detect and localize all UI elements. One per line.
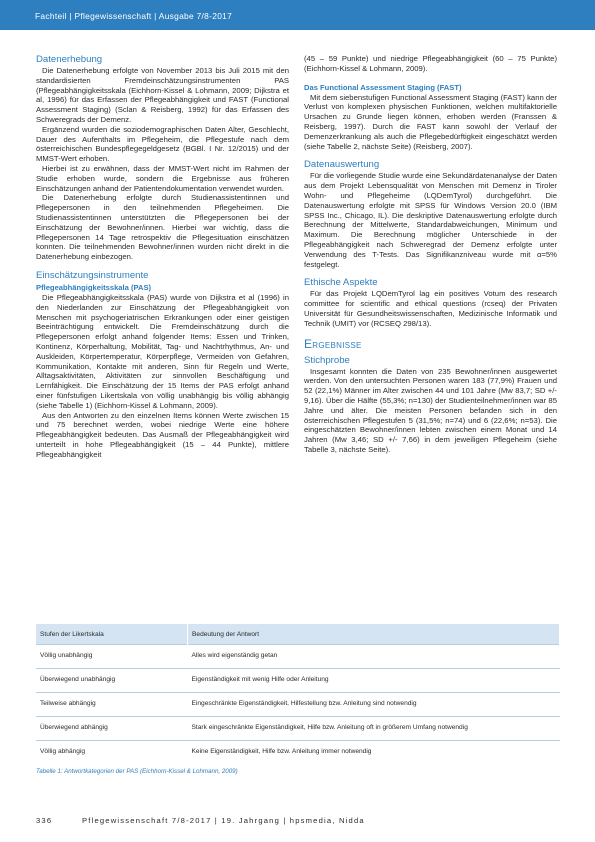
table-header-row xyxy=(36,624,560,645)
table-cell: Völlig unabhängig xyxy=(36,645,188,669)
right-column xyxy=(304,54,557,455)
table-cell: Eigenständigkeit mit wenig Hilfe oder Anleitung xyxy=(188,669,560,693)
table-header-cell: Stufen der Likertskala xyxy=(36,624,188,645)
table-header-cell: Bedeutung der Antwort xyxy=(188,624,560,645)
header-bar xyxy=(0,0,595,30)
table-cell: Überwiegend abhängig xyxy=(36,717,188,741)
heading-ergebnisse: Ergebnisse xyxy=(304,336,362,351)
heading-datenauswertung: Datenauswertung xyxy=(304,159,380,171)
paragraph: Insgesamt konnten die Daten von 235 Bewohner/innen ausgewertet werden. Von den untersuchten Personen waren 183 (77,9%) Frauen und 52 (22,1%) Männer im Alter zwischen 44 und 101 Jahre (Mw 83,7; SD +/- 9,16). Über die Hälfte (55,3%; n=130) der Studienteilnehmer/innen war 85 Jahre und älter. Die meisten Personen befanden sich in den österreichischen Pflegestufen 5 (31,5%; n=74) und 6 (22,6%; n=53). Die eingeschätzten Bewohner/innen lebten zwischen einem Monat und 14 Jahren (Mw 3,46; SD +/- 7,66) in dem jeweiligen Pflegeheim (siehe Tabelle 3, nächste Seite). xyxy=(304,366,557,454)
likert-table xyxy=(36,624,560,764)
heading-einschaetzungsinstrumente: Einschätzungsinstrumente xyxy=(36,269,149,281)
paragraph: Die Datenerhebung erfolgte durch Studienassistentinnen und Pflegepersonen in den teilnehmenden Pflegeheimen. Die Studienassistentinnen unterstützten die Pflegepersonen bei der Einschätzung der Bewohner/innen. Hierbei war wichtig, dass die Pflegepersonen 14 Tage retrospektiv die Pflegesituation einschätzen konnten. Die teilnehmenden Bewohner/innen wurden nicht direkt in die Datenerhebung einbezogen. xyxy=(36,193,289,262)
table-row xyxy=(36,717,560,741)
table-cell: Stark eingeschränkte Eigenständigkeit, Hilfe bzw. Anleitung oft in größerem Umfang notwendig xyxy=(188,717,560,741)
page-footer xyxy=(36,816,560,825)
subheading-fast: Das Functional Assessment Staging (FAST) xyxy=(304,82,462,92)
table-cell: Alles wird eigenständig getan xyxy=(188,645,560,669)
table-cell: Eingeschränkte Eigenständigkeit, Hilfestellung bzw. Anleitung sind notwendig xyxy=(188,693,560,717)
running-title: Fachteil | Pflegewissenschaft | Ausgabe 7/8-2017 xyxy=(35,11,233,21)
table-cell: Teilweise abhängig xyxy=(36,693,188,717)
table-row xyxy=(36,645,560,669)
paragraph: Ergänzend wurden die soziodemographischen Daten Alter, Geschlecht, Dauer des Aufenthalts im Pflegeheim, die Pflegestufe nach dem österreichischen Bundespflegegeldgesetz (BGBl. I Nr. 12/2015) und der MMST-Wert erhoben. xyxy=(36,124,289,164)
paragraph: Die Datenerhebung erfolgte von November 2013 bis Juli 2015 mit den standardisierten Fremdeinschätzungsinstrumenten PAS (Pflegeabhängigkeitsskala (Eichhorn-Kissel & Lohmann, 2009; Dijkstra et al, 1996) für das Erfassen der Pflegeabhängigkeit und FAST (Functional Assessment Staging) (Sclan & Reisberg, 1992) für das Erfassen des Schweregrads der Demenz. xyxy=(36,66,289,124)
paragraph: Für das Projekt LQDemTyrol lag ein positives Votum des research committee for scientific and ethical questions (rcseq) der Privaten Universität für Gesundheitswissenschaften, Medizinische Informatik und Technik (UMIT) vor (RCSEQ 298/13). xyxy=(304,289,557,328)
page-number: 336 xyxy=(36,816,53,825)
paragraph: (45 – 59 Punkte) und niedrige Pflegeabhängigkeit (60 – 75 Punkte) (Eichhorn-Kissel & Lohmann, 2009). xyxy=(304,54,557,73)
heading-stichprobe: Stichprobe xyxy=(304,354,350,366)
paragraph: Aus den Antworten zu den einzelnen Items können Werte zwischen 15 und 75 berechnet werden, wobei niedrige Werte eine höhere Pflegeabhängigkeit bedeuten. Das Ausmaß der Pflegeabhängigkeit wird unterteilt in hohe Pflegeabhängigkeit (15 – 44 Punkte), mittlere Pflegeabhängigkeit xyxy=(36,410,289,459)
left-column xyxy=(36,54,289,459)
table-1 xyxy=(36,624,560,764)
table-row xyxy=(36,669,560,693)
paragraph: Mit dem siebenstufigen Functional Assessment Staging (FAST) kann der Verlust von komplexen physischen Funktionen, welchen multifaktorielle Ursachen zu Grunde liegen können, erhoben werden (Franssen & Reisberg, 1997). Durch die FAST kann sowohl der Verlauf der Demenzerkrankung als auch die Pflegebedürftigkeit eingeschätzt werden (siehe Tabelle 2, nächste Seite) (Reisberg, 2007). xyxy=(304,92,557,151)
heading-ethische-aspekte: Ethische Aspekte xyxy=(304,277,378,289)
paragraph: Die Pflegeabhängigkeitsskala (PAS) wurde von Dijkstra et al (1996) in den Niederlanden zur Einschätzung der Pflegeabhängigkeit von Menschen mit psychogeriatrischen Erkrankungen oder einer geistigen Beeinträchtigung entwickelt. Die Fremdeinschätzung durch die Pflegepersonen erfolgt anhand folgender Items: Essen und Trinken, Kontinenz, Körperhaltung, Mobilität, Tag- und Nachtrhythmus, An- und Auskleiden, Körpertemperatur, Körperpflege, Vermeiden von Gefahren, Kommunikation, Kontakte mit anderen, Sinn für Regeln und Werte, Alltagsaktivitäten, Aktivitäten zur sinnvollen Beschäftigung und Lernfähigkeit. Die Einschätzung der 15 Items der PAS erfolgt anhand einer fünfstufigen Likertskala von völlig unabhängig bis völlig abhängig (siehe Tabelle 1) (Eichhorn-Kissel & Lohmann, 2009). xyxy=(36,292,289,410)
subheading-pas: Pflegeabhängigkeitsskala (PAS) xyxy=(36,282,152,292)
heading-datenerhebung: Datenerhebung xyxy=(36,54,103,65)
table-cell: Keine Eigenständigkeit, Hilfe bzw. Anleitung immer notwendig xyxy=(188,741,560,765)
table-cell: Völlig abhängig xyxy=(36,741,188,765)
journal-info: Pflegewissenschaft 7/8-2017 | 19. Jahrgang | hpsmedia, Nidda xyxy=(82,816,365,825)
table-caption: Tabelle 1: Antwortkategorien der PAS (Eichhorn-Kissel & Lohmann, 2009) xyxy=(36,768,238,775)
table-row xyxy=(36,741,560,765)
paragraph: Für die vorliegende Studie wurde eine Sekundärdatenanalyse der Daten aus dem Projekt Lebensqualität von Menschen mit Demenz in Tiroler Wohn- und Pflegeheime (LQDemTyrol) durchgeführt. Die Datenauswertung erfolgte mit SPSS für Windows Version 20.0 (IBM SPSS Inc., Chicago, IL). Die deskriptive Datenauswertung erfolgte durch Berechnung der Mittelwerte, Standardabweichungen, Minimum und Maximum. Die Berechnung möglicher Unterschiede in der Pflegeabhängigkeit nach Schweregrad der Demenz erfolgte unter Verwendung des T-Tests. Das Signifikanzniveau wurde mit α=5% festgelegt. xyxy=(304,171,557,269)
table-cell: Überwiegend unabhängig xyxy=(36,669,188,693)
paragraph: Hierbei ist zu erwähnen, dass der MMST-Wert nicht im Rahmen der Studie erhoben wurde, sondern die Ergebnisse aus früheren Einschätzungen anhand der Patientendokumentation verwendet wurden. xyxy=(36,163,289,193)
table-row xyxy=(36,693,560,717)
